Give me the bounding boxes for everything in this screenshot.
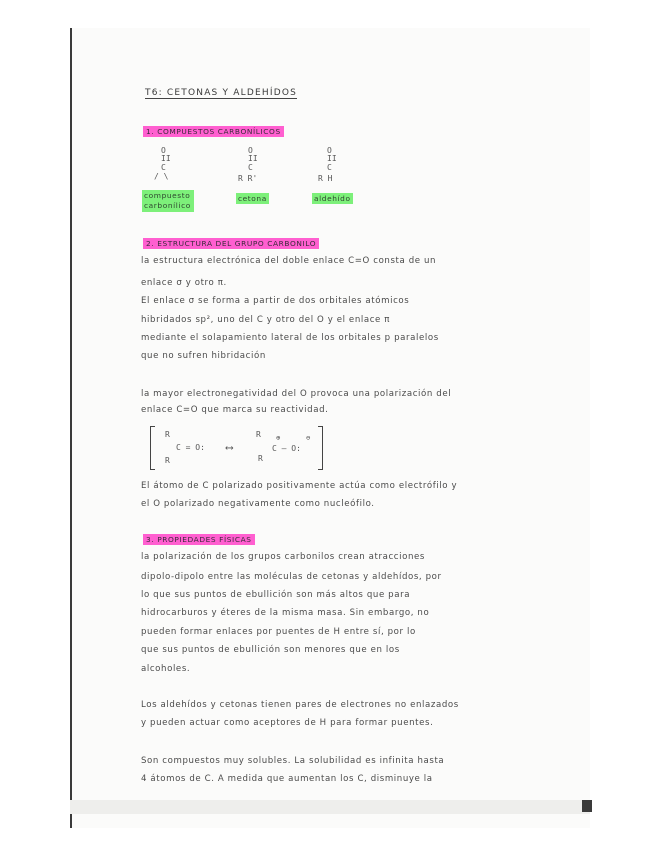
aldehido-c: C bbox=[327, 163, 332, 172]
sec3-line-11: 4 átomos de C. A medida que aumentan los C, disminuye la bbox=[141, 774, 433, 784]
aldehido-substituents: R H bbox=[318, 174, 333, 183]
cetona-o: O bbox=[248, 146, 253, 155]
carbonyl-bond: II bbox=[161, 154, 171, 163]
resonance-left-r-bottom: R bbox=[165, 456, 170, 465]
sec2-line-1: la estructura electrónica del doble enlace C=O consta de un bbox=[141, 256, 437, 266]
page-bottom-edge bbox=[70, 800, 590, 814]
sec3-line-1: la polarización de los grupos carbonilos crean atracciones bbox=[141, 552, 425, 562]
resonance-bracket-right bbox=[318, 426, 323, 470]
section-3-heading: 3. PROPIEDADES FÍSICAS bbox=[143, 534, 255, 545]
carbonyl-c: C bbox=[161, 163, 166, 172]
page-title: T6: CETONAS Y ALDEHÍDOS bbox=[145, 88, 298, 98]
sec3-line-10: Son compuestos muy solubles. La solubilidad es infinita hasta bbox=[141, 756, 445, 766]
resonance-right-r-bottom: R bbox=[258, 454, 263, 463]
sec2-after-1: El átomo de C polarizado positivamente actúa como electrófilo y bbox=[141, 481, 458, 491]
sec3-line-5: pueden formar enlaces por puentes de H entre sí, por lo bbox=[141, 627, 416, 637]
sec2-line-6: que no sufren hibridación bbox=[141, 351, 266, 361]
sec2-line-5: mediante el solapamiento lateral de los orbitales p paralelos bbox=[141, 333, 439, 343]
sec3-line-9: y pueden actuar como aceptores de H para formar puentes. bbox=[141, 718, 434, 728]
aldehido-bond: II bbox=[327, 154, 337, 163]
resonance-minus-charge: ⊖ bbox=[306, 434, 311, 442]
sec2-line-3: El enlace σ se forma a partir de dos orbitales atómicos bbox=[141, 296, 410, 306]
sec2-line-2: enlace σ y otro π. bbox=[141, 278, 227, 288]
aldehido-o: O bbox=[327, 146, 332, 155]
resonance-bracket-left bbox=[150, 426, 155, 470]
cetona-c: C bbox=[248, 163, 253, 172]
resonance-left-carbonyl: C = O: bbox=[176, 443, 205, 452]
label-cetona: cetona bbox=[238, 194, 267, 203]
resonance-left-r-top: R bbox=[165, 430, 170, 439]
label-compuesto-carbonilico: compuesto carbonílico bbox=[142, 190, 194, 212]
sec3-line-6: que sus puntos de ebullición son menores que en los bbox=[141, 645, 400, 655]
sec2-line-7: la mayor electronegatividad del O provoca una polarización del bbox=[141, 389, 452, 399]
page-corner-mark bbox=[582, 800, 592, 812]
cetona-bond: II bbox=[248, 154, 258, 163]
sec2-line-4: hibridados sp², uno del C y otro del O y el enlace π bbox=[141, 315, 391, 325]
sec3-line-4: hidrocarburos y éteres de la misma masa. Sin embargo, no bbox=[141, 608, 430, 618]
sec3-line-2: dipolo-dipolo entre las moléculas de cetonas y aldehídos, por bbox=[141, 572, 442, 582]
resonance-plus-charge: ⊕ bbox=[276, 434, 281, 442]
sec3-line-7: alcoholes. bbox=[141, 664, 191, 674]
carbonyl-o: O bbox=[161, 146, 166, 155]
label-aldehido: aldehído bbox=[314, 194, 351, 203]
resonance-right-r-top: R bbox=[256, 430, 261, 439]
sec2-after-2: el O polarizado negativamente como nucleófilo. bbox=[141, 499, 375, 509]
cetona-substituents: R R' bbox=[238, 174, 258, 183]
sec3-line-3: lo que sus puntos de ebullición son más altos que para bbox=[141, 590, 411, 600]
resonance-arrow: ⟷ bbox=[226, 441, 233, 454]
section-2-heading: 2. ESTRUCTURA DEL GRUPO CARBONILO bbox=[143, 238, 319, 249]
carbonyl-substituents: / \ bbox=[154, 172, 169, 181]
section-1-heading: 1. COMPUESTOS CARBONÍLICOS bbox=[143, 126, 284, 137]
sec3-line-8: Los aldehídos y cetonas tienen pares de electrones no enlazados bbox=[141, 700, 459, 710]
resonance-right-carbonyl: C – O: bbox=[272, 444, 301, 453]
sec2-line-8: enlace C=O que marca su reactividad. bbox=[141, 405, 329, 415]
